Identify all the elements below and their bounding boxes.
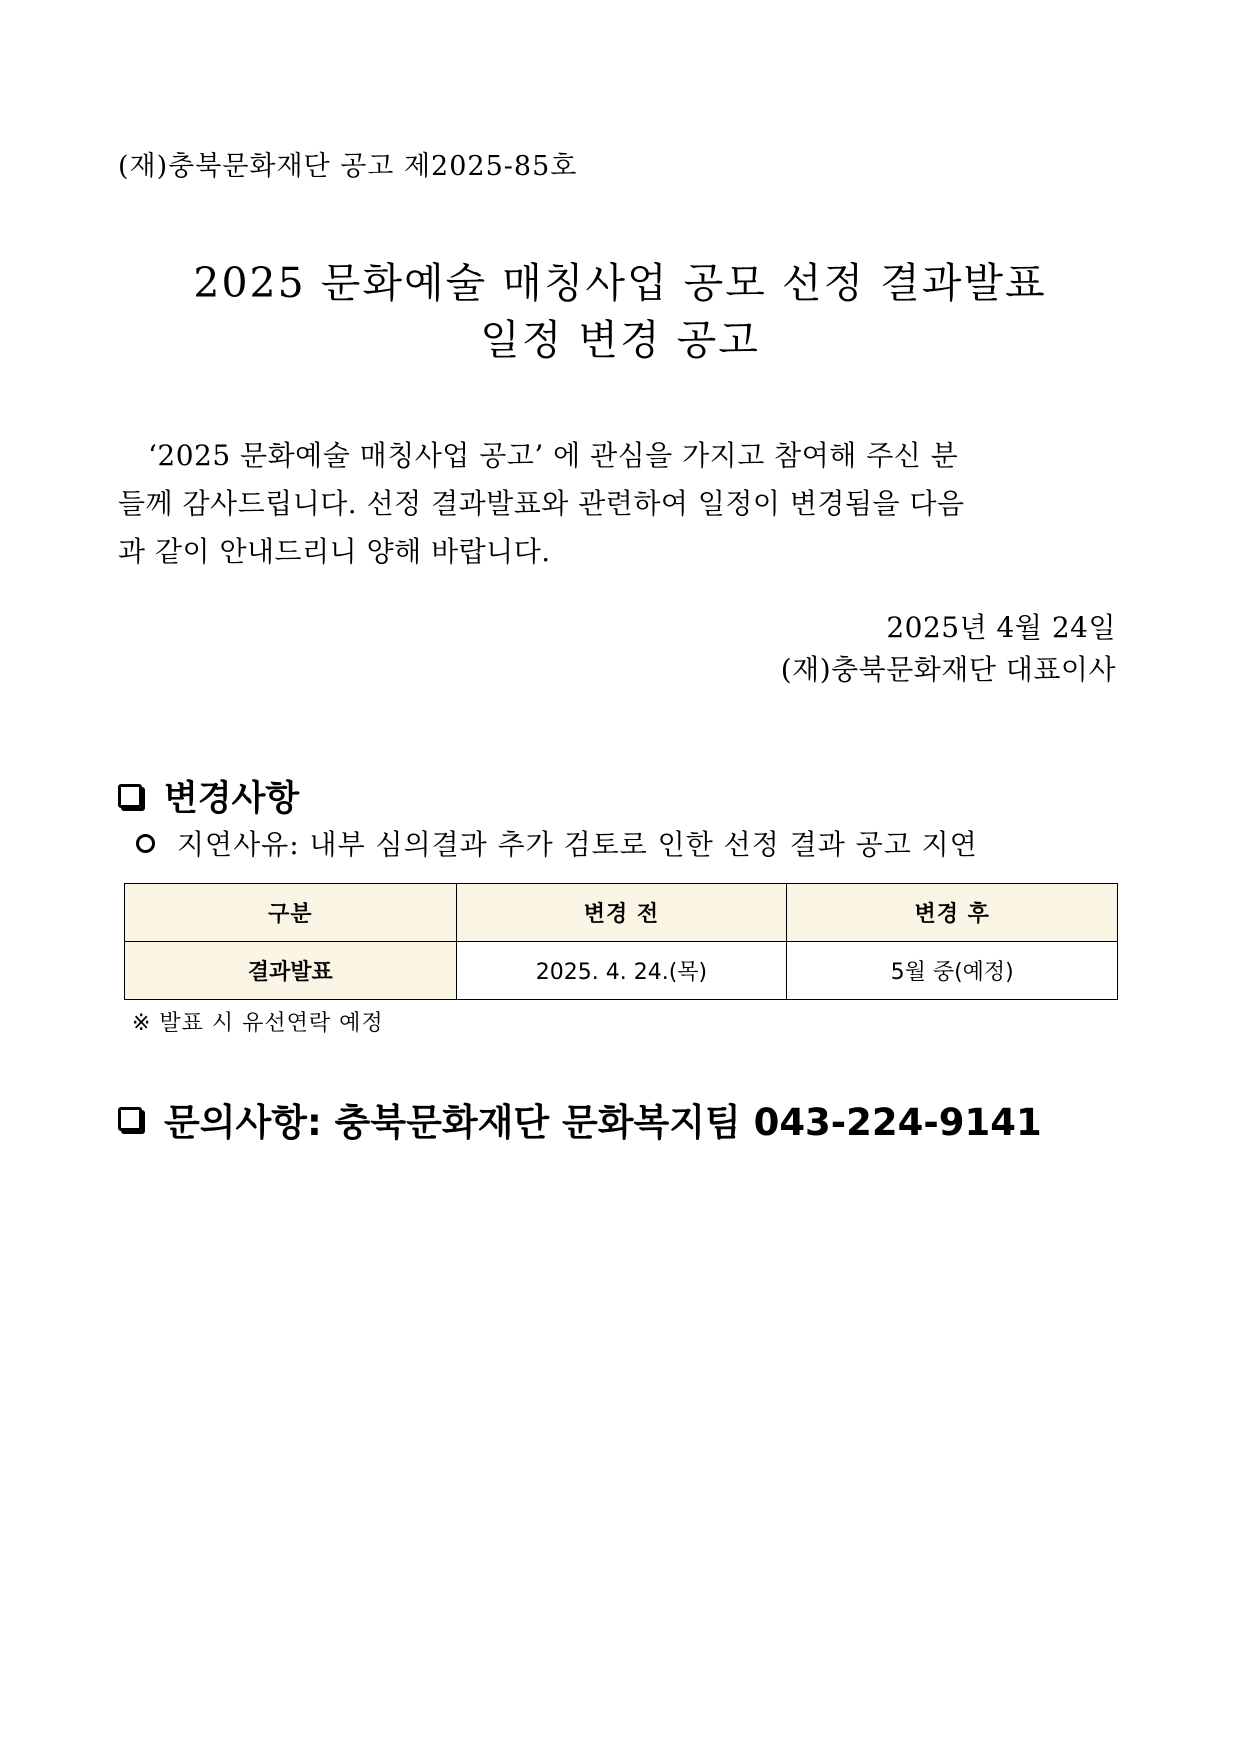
body-paragraph-line-2: 들께 감사드립니다. 선정 결과발표와 관련하여 일정이 변경됨을 다음 [118, 487, 965, 520]
inquiry-heading-text: 문의사항: 충북문화재단 문화복지팀 043-224-9141 [164, 1101, 1042, 1144]
signatory-organization: (재)충북문화재단 대표이사 [780, 653, 1116, 686]
announcement-date: 2025년 4월 24일 [886, 611, 1116, 644]
changes-heading-text: 변경사항 [164, 779, 300, 819]
table-footnote: ※ 발표 시 유선연락 예정 [132, 1011, 384, 1036]
checkbox-square-icon [118, 1107, 142, 1131]
circle-bullet-icon [136, 834, 155, 853]
body-paragraph-line-3: 과 같이 안내드리니 양해 바랍니다. [118, 535, 551, 568]
cell-before-date: 2025. 4. 24.(목) [456, 942, 787, 1000]
header-after-change: 변경 후 [787, 884, 1118, 942]
inquiry-section-heading [118, 1092, 1042, 1146]
notice-title-line-1: 2025 문화예술 매칭사업 공모 선정 결과발표 [193, 259, 1047, 307]
header-before-change: 변경 전 [456, 884, 787, 942]
delay-reason [136, 823, 978, 863]
table-row [125, 942, 1118, 1000]
row-label-result-announcement: 결과발표 [125, 942, 457, 1000]
schedule-change-table [124, 883, 1118, 1000]
header-category: 구분 [125, 884, 457, 942]
notice-number: (재)충북문화재단 공고 제2025-85호 [118, 151, 578, 182]
cell-after-date: 5월 중(예정) [787, 942, 1118, 1000]
delay-reason-text: 지연사유: 내부 심의결과 추가 검토로 인한 선정 결과 공고 지연 [177, 828, 978, 861]
checkbox-square-icon [118, 784, 142, 808]
changes-section-heading [118, 771, 299, 821]
table-header-row [125, 884, 1118, 942]
notice-title-line-2: 일정 변경 공고 [480, 316, 760, 364]
body-paragraph-line-1: ‘2025 문화예술 매칭사업 공고’ 에 관심을 가지고 참여해 주신 분 [148, 439, 959, 472]
